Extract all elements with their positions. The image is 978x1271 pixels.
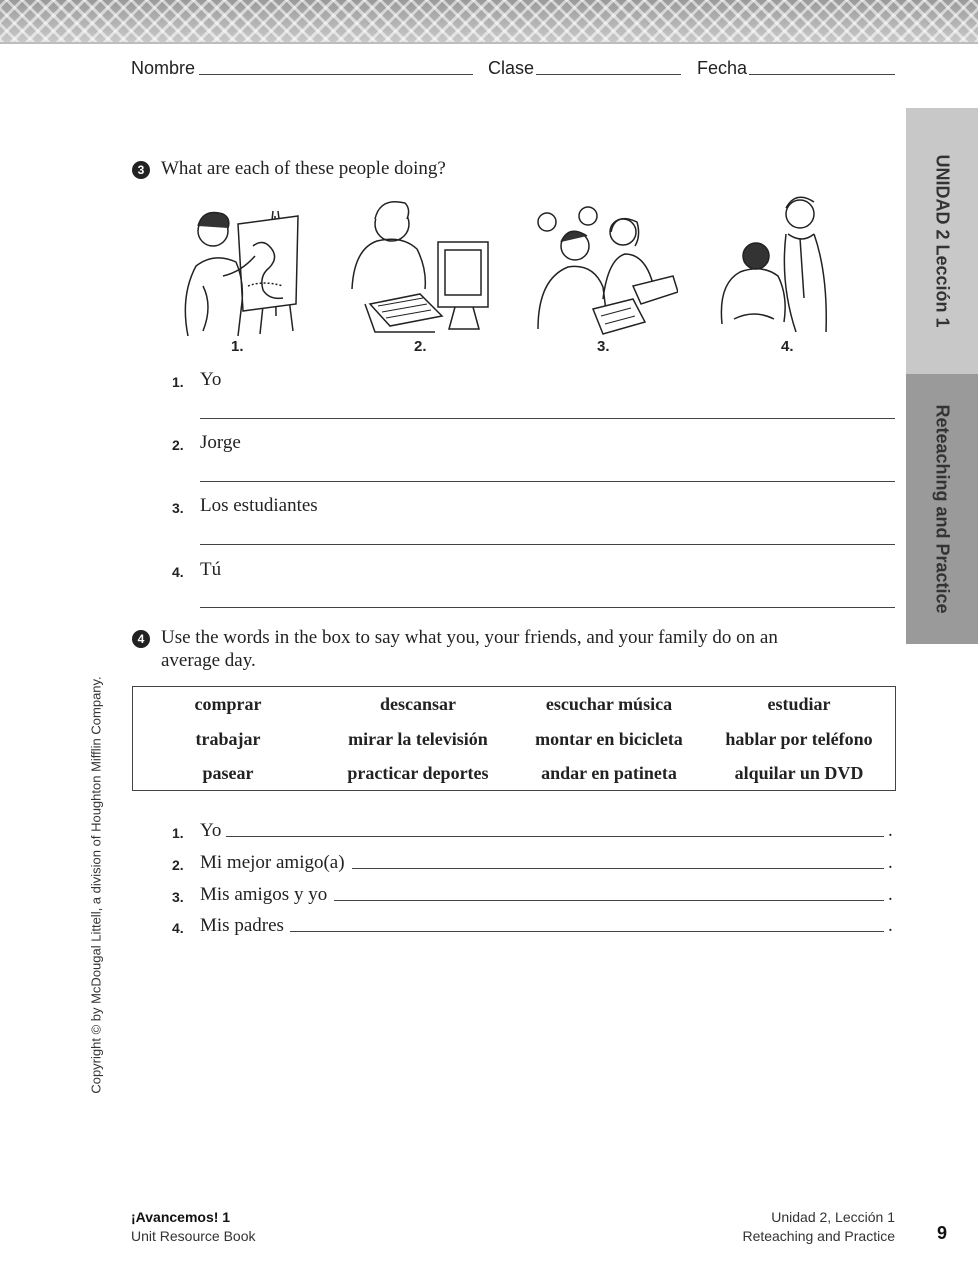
- activity3-instruction: What are each of these people doing?: [161, 158, 446, 179]
- activity4-item4-period: .: [888, 915, 893, 936]
- copyright-notice: Copyright © by McDougal Littell, a division of Houghton Mifflin Company.: [88, 676, 104, 1094]
- activity4-item3-number: 3.: [172, 889, 184, 905]
- word-box: [132, 686, 896, 791]
- word-escuchar-musica: escuchar música: [545, 694, 673, 714]
- activity3-item2-subject: Jorge: [200, 432, 241, 453]
- activity4-item2-period: .: [888, 852, 893, 873]
- activity4-item1-answer-line[interactable]: [226, 836, 884, 837]
- activity3-item2-number: 2.: [172, 437, 184, 453]
- activity3-item3-subject: Los estudiantes: [200, 495, 318, 516]
- activity3-item2-answer-line[interactable]: [200, 481, 895, 482]
- side-tab-unit: [906, 108, 978, 374]
- activity3-item4-answer-line[interactable]: [200, 607, 895, 608]
- painter-illustration: [168, 196, 308, 336]
- word-pasear: pasear: [202, 763, 254, 783]
- activity4-item2-number: 2.: [172, 857, 184, 873]
- footer-section: Reteaching and Practice: [742, 1228, 895, 1244]
- word-montar-en-bicicleta: montar en bicicleta: [535, 729, 683, 749]
- footer-book-title: ¡Avancemos! 1: [131, 1209, 231, 1225]
- activity4-item2-answer-line[interactable]: [352, 868, 884, 869]
- side-tab-section: [906, 374, 978, 644]
- activity4-instruction-line1: Use the words in the box to say what you, your friends, and your family do on an: [161, 627, 778, 648]
- activity3-item4-subject: Tú: [200, 559, 222, 580]
- activity3-item4-number: 4.: [172, 564, 184, 580]
- word-mirar-la-television: mirar la televisión: [348, 729, 488, 749]
- side-tab-section-label: Reteaching and Practice: [932, 404, 953, 614]
- activity3-item1-number: 1.: [172, 374, 184, 390]
- teacher-student-illustration: [716, 194, 866, 336]
- activity4-item4-subject: Mis padres: [200, 915, 284, 936]
- nombre-field[interactable]: [199, 74, 473, 75]
- activity3-number: 3: [132, 161, 150, 179]
- activity4-number: 4: [132, 630, 150, 648]
- activity3-item3-number: 3.: [172, 500, 184, 516]
- picture-label-1: 1.: [231, 338, 244, 355]
- activity4-item4-number: 4.: [172, 920, 184, 936]
- activity4-item1-subject: Yo: [200, 820, 222, 841]
- picture-label-2: 2.: [414, 338, 427, 355]
- word-trabajar: trabajar: [195, 729, 261, 749]
- activity4-item4-answer-line[interactable]: [290, 931, 884, 932]
- activity4-item3-period: .: [888, 884, 893, 905]
- word-alquilar-un-dvd: alquilar un DVD: [734, 763, 864, 783]
- nombre-label: Nombre: [131, 58, 196, 78]
- word-comprar: comprar: [194, 694, 262, 714]
- clase-label: Clase: [488, 58, 535, 78]
- activity3-item1-answer-line[interactable]: [200, 418, 895, 419]
- footer-book-subtitle: Unit Resource Book: [131, 1228, 256, 1244]
- word-andar-en-patineta: andar en patineta: [541, 763, 677, 783]
- word-descansar: descansar: [380, 694, 456, 714]
- picture-label-4: 4.: [781, 338, 794, 355]
- decorative-banner: [0, 0, 978, 44]
- activity4-item1-period: .: [888, 820, 893, 841]
- activity3-item3-answer-line[interactable]: [200, 544, 895, 545]
- activity3-item1-subject: Yo: [200, 369, 222, 390]
- computer-user-illustration: [350, 194, 495, 336]
- fecha-field[interactable]: [749, 74, 895, 75]
- clase-field[interactable]: [536, 74, 681, 75]
- page-number: 9: [937, 1223, 948, 1243]
- activity4-item1-number: 1.: [172, 825, 184, 841]
- activity4-item3-answer-line[interactable]: [334, 900, 884, 901]
- word-estudiar: estudiar: [767, 694, 831, 714]
- word-hablar-por-telefono: hablar por teléfono: [725, 729, 873, 749]
- side-tab-unit-label: UNIDAD 2 Lección 1: [932, 154, 953, 328]
- fecha-label: Fecha: [697, 58, 748, 78]
- activity4-instruction-line2: average day.: [161, 650, 256, 671]
- footer-unit-lesson: Unidad 2, Lección 1: [771, 1209, 895, 1225]
- students-illustration: [533, 204, 678, 336]
- activity4-item2-subject: Mi mejor amigo(a): [200, 852, 345, 873]
- picture-label-3: 3.: [597, 338, 610, 355]
- activity4-item3-subject: Mis amigos y yo: [200, 884, 328, 905]
- word-practicar-deportes: practicar deportes: [347, 763, 489, 783]
